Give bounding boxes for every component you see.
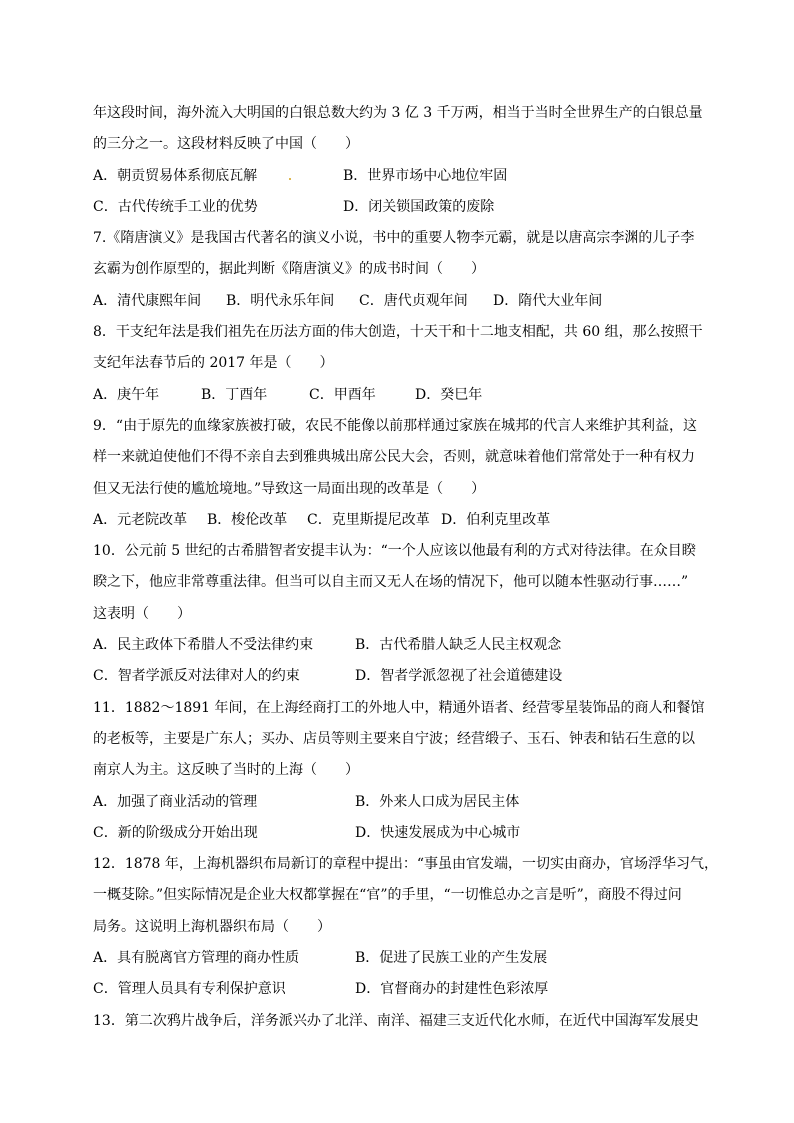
q6-option-c: C．古代传统手工业的优势 [93, 198, 258, 215]
q9-options-row [93, 505, 703, 536]
q10-line-2: 睽之下，他应非常尊重法律。但当可以自主而又无人在场的情况下，他可以随本性驱动行事……” [93, 574, 689, 591]
q6-option-a: A．朝贡贸易体系彻底瓦解 [93, 167, 258, 184]
q8-line-1: 8．干支纪年法是我们祖先在历法方面的伟大创造，十天干和十二地支相配，共 60 组，那么按照干 [93, 324, 703, 341]
question-list [93, 98, 719, 1037]
q11-line-2: 的老板等，主要是广东人；买办、店员等则主要来自宁波；经营缎子、玉石、钟表和钻石生意的以 [93, 730, 695, 747]
q8-option-c: C．甲酉年 [309, 386, 376, 403]
q7-option-d: D．隋代大业年间 [493, 292, 603, 309]
q10-options-row-1 [93, 630, 703, 661]
q11-option-b: B．外来人口成为居民主体 [355, 793, 520, 810]
q9-line-2: 样一来就迫使他们不得不亲自去到雅典城出席公民大会，否则，就意味着他们常常处于一种有权力 [93, 449, 695, 466]
q7-line-1: 7.《隋唐演义》是我国古代著名的演义小说，书中的重要人物李元霸，就是以唐高宗李渊的儿子李 [93, 230, 695, 247]
q12-option-d: D．官督商办的封建性色彩浓厚 [355, 981, 549, 998]
q8-line-2: 支纪年法春节后的 2017 年是（ ） [93, 355, 334, 372]
q10-option-a: A．民主政体下希腊人不受法律约束 [93, 637, 314, 654]
q9-option-c: C．克里斯提尼改革 [307, 511, 430, 528]
q8-option-b: B．丁酉年 [201, 386, 268, 403]
q7-line-2: 玄霸为创作原型的，据此判断《隋唐演义》的成书时间（ ） [93, 261, 485, 278]
q7-option-b: B．明代永乐年间 [226, 292, 335, 309]
q11-line-3: 南京人为主。这反映了当时的上海（ ） [93, 762, 359, 779]
q8-option-d: D．癸巳年 [415, 386, 483, 403]
q13-line-1: 13．第二次鸦片战争后，洋务派兴办了北洋、南洋、福建三支近代化水师，在近代中国海军发展史 [93, 1012, 699, 1029]
q9-option-b: B．梭伦改革 [207, 511, 288, 528]
q11-option-c: C．新的阶级成分开始出现 [93, 824, 258, 841]
q9-option-a: A．元老院改革 [93, 511, 188, 528]
q6-option-b: B．世界市场中心地位牢固 [343, 167, 508, 184]
q11-options-row-1 [93, 787, 703, 818]
q12-option-c: C．管理人员具有专利保护意识 [93, 981, 286, 998]
q6-option-d: D．闭关锁国政策的废除 [343, 198, 495, 215]
q12-line-2: 一概芟除。”但实际情况是企业大权都掌握在“官”的手里，“一切惟总办之言是听”，商股不得过问 [93, 887, 682, 904]
q11-option-d: D．快速发展成为中心城市 [355, 824, 521, 841]
q8-options-row [93, 380, 703, 411]
q12-option-b: B．促进了民族工业的产生发展 [355, 950, 548, 967]
q7-option-c: C．唐代贞观年间 [359, 292, 468, 309]
q12-options-row-2 [93, 974, 703, 1005]
q11-options-row-2 [93, 818, 703, 849]
q12-line-3: 局务。这说明上海机器织布局（ ） [93, 918, 331, 935]
q7-options-row [93, 286, 703, 317]
q10-option-c: C．智者学派反对法律对人的约束 [93, 668, 300, 685]
q10-options-row-2 [93, 661, 703, 692]
q12-options-row-1 [93, 943, 703, 974]
q12-line-1: 12．1878 年，上海机器织布局新订的章程中提出：“事虽由官发端，一切实由商办，官场浮华习气， [93, 856, 719, 873]
q10-option-b: B．古代希腊人缺乏人民主权观念 [355, 637, 562, 654]
q8-option-a: A．庚午年 [93, 386, 160, 403]
q9-line-3: 但又无法行使的尴尬境地。”导致这一局面出现的改革是（ ） [93, 480, 486, 497]
q12-option-a: A．具有脱离官方管理的商办性质 [93, 950, 300, 967]
q7-option-a: A．清代康熙年间 [93, 292, 202, 309]
q6-line-1: 年这段时间，海外流入大明国的白银总数大约为 3 亿 3 千万两，相当于当时全世界生产的白银总量 [93, 105, 703, 121]
q9-option-d: D．伯利克里改革 [441, 511, 551, 528]
q6-options-row-2 [93, 192, 703, 223]
q11-line-1: 11．1882～1891 年间，在上海经商打工的外地人中，精通外语者、经营零星装饰品的商人和餐馆 [93, 699, 705, 716]
q10-line-3: 这表明（ ） [93, 605, 191, 622]
q6-options-row-1 [93, 161, 703, 192]
q11-option-a: A．加强了商业活动的管理 [93, 793, 258, 810]
q6-line-2: 的三分之一。这段材料反映了中国（ ） [93, 136, 359, 153]
q9-line-1: 9．“由于原先的血缘家族被打破，农民不能像以前那样通过家族在城邦的代言人来维护其利益，这 [93, 417, 698, 434]
q10-line-1: 10．公元前 5 世纪的古希腊智者安提丰认为：“一个人应该以他最有利的方式对待法律。在众目睽 [93, 543, 696, 560]
stray-dot-mark [289, 178, 291, 180]
q10-option-d: D．智者学派忽视了社会道德建设 [355, 668, 563, 685]
